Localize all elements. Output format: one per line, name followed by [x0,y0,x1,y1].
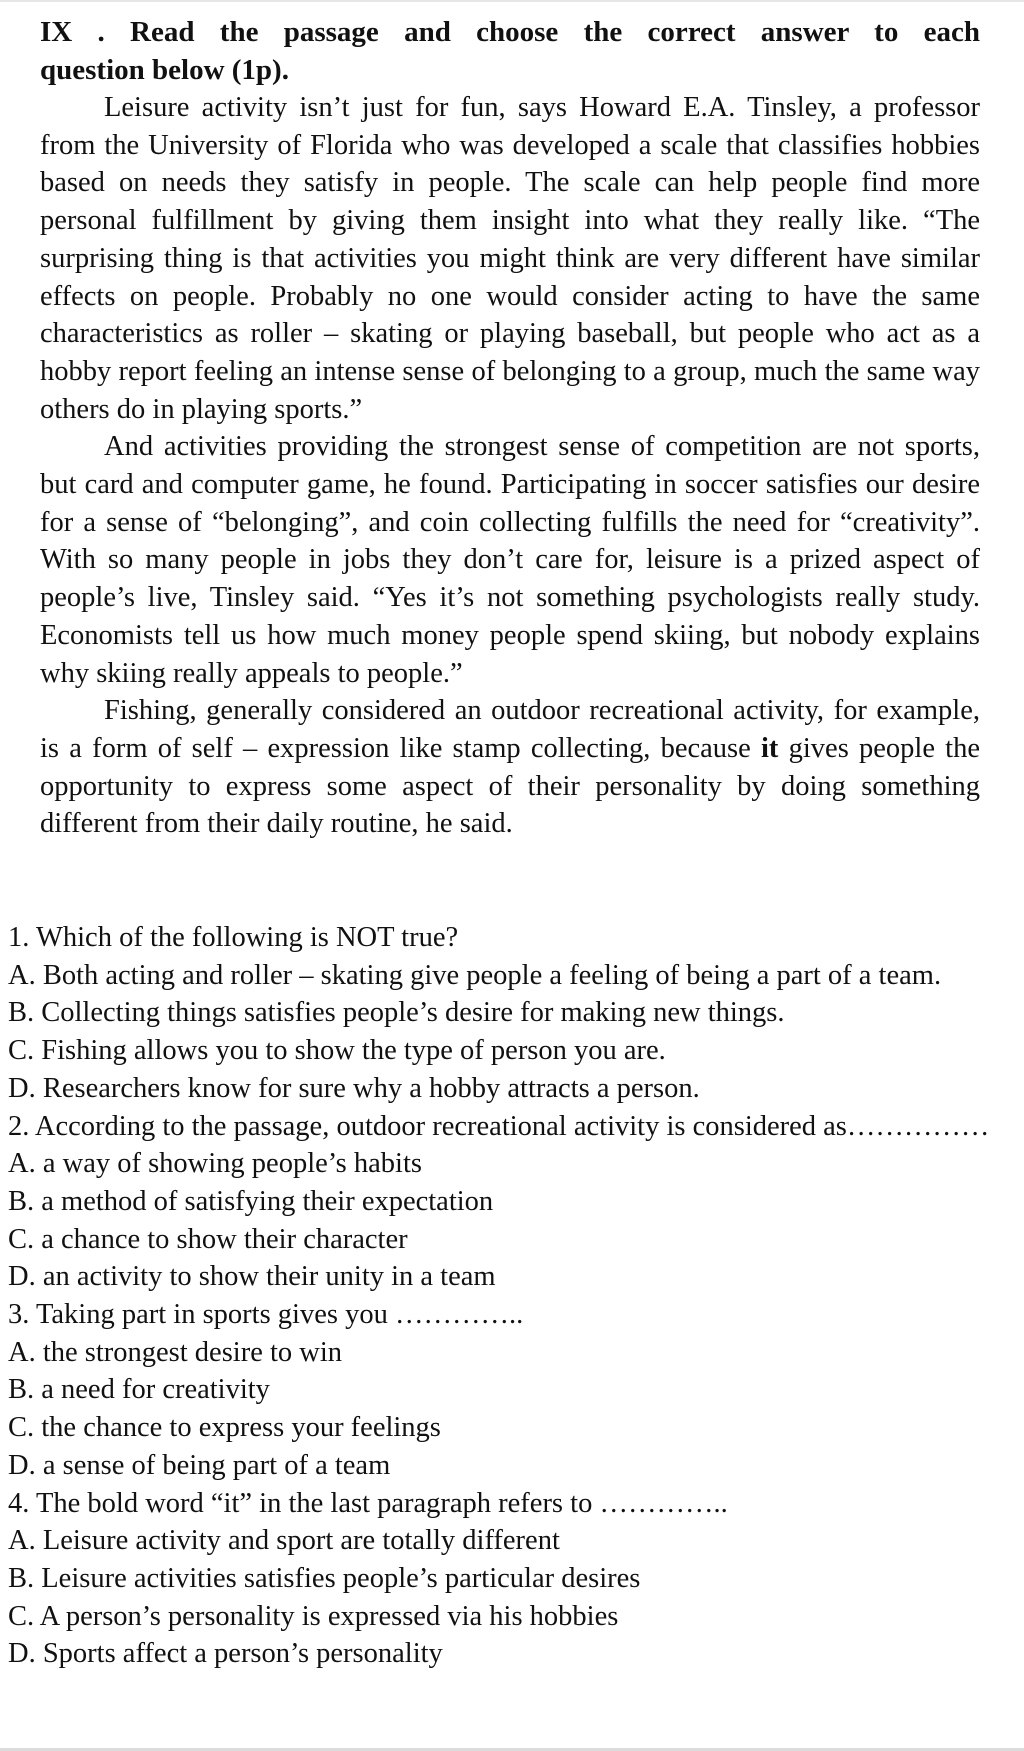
reading-passage [40,89,980,843]
question-2-stem: 2. According to the passage, outdoor recreational activity is considered as…………… [8,1110,990,1142]
exercise-heading-line-1: IX . Read the passage and choose the correct answer to each [40,16,980,48]
question-2 [0,1108,990,1297]
question-2-option-b: B. a method of satisfying their expectation [8,1185,494,1217]
question-3-option-d: D. a sense of being part of a team [8,1449,391,1481]
bold-word-it: it [760,732,779,764]
passage-paragraph-3 [40,692,980,843]
question-3 [0,1296,990,1485]
question-3-option-b: B. a need for creativity [8,1374,270,1406]
question-4-option-b: B. Leisure activities satisfies people’s particular desires [8,1562,641,1594]
question-4-option-c: C. A person’s personality is expressed via his hobbies [8,1600,619,1632]
paragraph-3-text-before: Fishing, generally considered an outdoor recreational activity, for example, is a form of self – expression like stamp collecting, because [40,695,980,764]
question-2-option-c: C. a chance to show their character [8,1223,408,1255]
passage-paragraph-2: And activities providing the strongest sense of competition are not sports, but card and computer game, he found. Participating in soccer satisfies our desire for a sense of “belonging”, and coin collecting fulfills the need for “creativity”. With so many people in jobs they don’t care for, leisure is a prized aspect of people’s live, Tinsley said. “Yes it’s not something psychologists really study. Economists tell us how much money people spend skiing, but nobody explains why skiing really appeals to people.” [40,431,980,689]
question-1-option-d: D. Researchers know for sure why a hobby attracts a person. [8,1072,700,1104]
scan-top-edge [0,0,1024,2]
question-1-option-a: A. Both acting and roller – skating give people a feeling of being a part of a team. [8,959,942,991]
question-2-option-d: D. an activity to show their unity in a team [8,1261,496,1293]
question-3-option-a: A. the strongest desire to win [8,1336,343,1368]
question-3-option-c: C. the chance to express your feelings [8,1412,441,1444]
paragraph-3-text-after: gives people the opportunity to express some aspect of their personality by doing something different from their daily routine, he said. [40,732,981,840]
question-list [0,919,990,1673]
exercise-heading-line-2: question below (1p). [40,54,289,86]
question-1 [0,919,990,1108]
question-1-stem: 1. Which of the following is NOT true? [8,922,459,953]
question-1-option-c: C. Fishing allows you to show the type of person you are. [8,1035,666,1067]
passage-paragraph-1: Leisure activity isn’t just for fun, says Howard E.A. Tinsley, a professor from the University of Florida who was developed a scale that classifies hobbies based on needs they satisfy in people. The scale can help people find more personal fulfillment by giving them insight into what they really like. “The surprising thing is that activities you might think are very different have similar effects on people. Probably no one would consider acting to have the same characteristics as roller – skating or playing baseball, but people who act as a hobby report feeling an intense sense of belonging to a group, much the same way others do in playing sports.” [40,92,980,425]
question-1-option-b: B. Collecting things satisfies people’s desire for making new things. [8,997,785,1029]
question-3-stem: 3. Taking part in sports gives you ………….. [8,1299,524,1331]
question-4-option-d: D. Sports affect a person’s personality [8,1638,443,1670]
question-2-option-a: A. a way of showing people’s habits [8,1148,422,1180]
question-4-stem: 4. The bold word “it” in the last paragraph refers to ………….. [8,1487,728,1519]
question-4 [0,1485,990,1674]
question-4-option-a: A. Leisure activity and sport are totally different [8,1525,560,1557]
